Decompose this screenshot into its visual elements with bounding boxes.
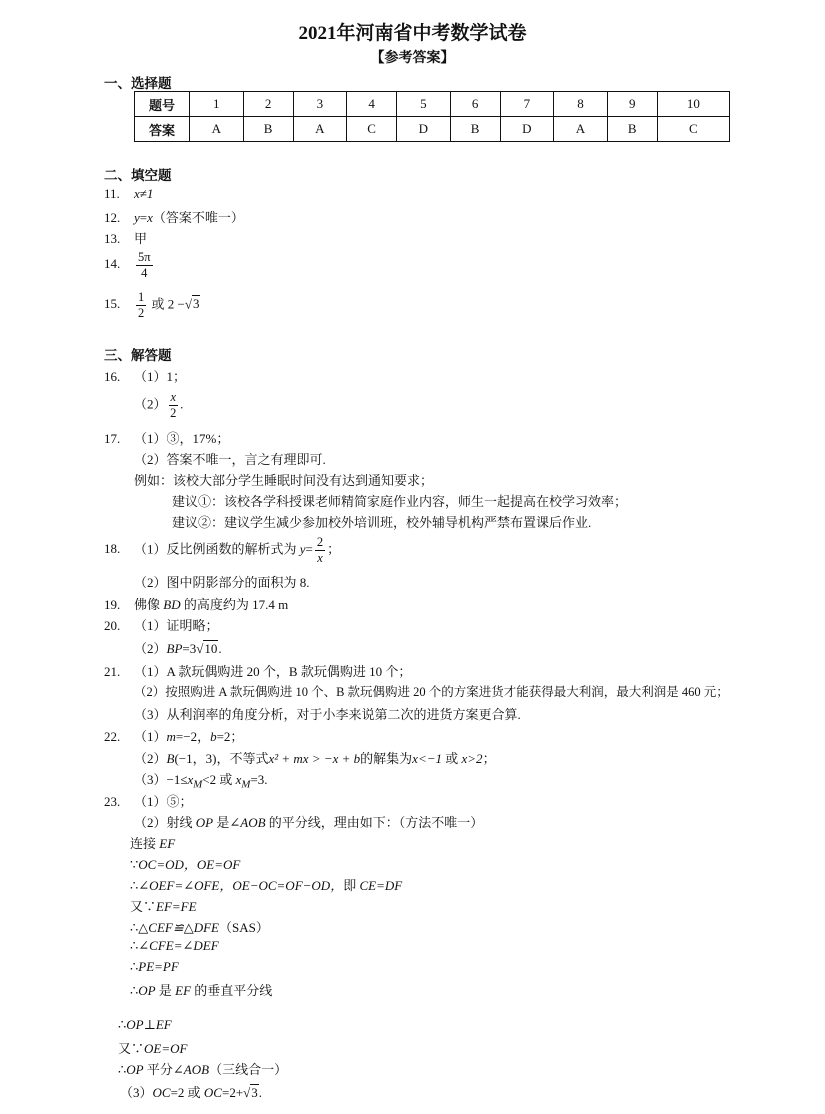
expr: EF=FE bbox=[156, 899, 197, 914]
text: （2）射线 bbox=[134, 815, 193, 830]
table-cell: B bbox=[607, 117, 657, 142]
inequality: x² + mx > −x + b bbox=[268, 751, 361, 766]
var-m: m bbox=[166, 729, 176, 744]
value: =−2， bbox=[175, 729, 211, 744]
question-number: 11. bbox=[104, 186, 120, 201]
table-cell: 5 bbox=[397, 92, 451, 117]
fraction bbox=[136, 250, 153, 281]
table-header-answer: 答案 bbox=[135, 117, 190, 142]
part-text: （1）③，17%； bbox=[134, 431, 230, 446]
var-x: x bbox=[235, 772, 242, 787]
answer-q17-suggestion2: 建议②：建议学生减少参加校外培训班，校外辅导机构严禁布置课后作业. bbox=[172, 515, 592, 530]
proof-line-8 bbox=[130, 980, 272, 999]
denominator: x bbox=[317, 551, 323, 565]
text: 或 bbox=[445, 751, 459, 766]
expr: OE=OF bbox=[144, 1041, 188, 1056]
question-number: 22. bbox=[104, 729, 121, 744]
part-text: （1）⑤； bbox=[134, 794, 193, 809]
solution: x>2 bbox=[461, 751, 483, 766]
text: 的平分线，理由如下：（方法不唯一） bbox=[268, 815, 484, 830]
var: EF bbox=[175, 983, 192, 998]
text: 的解集为 bbox=[360, 751, 413, 766]
numerator: 2 bbox=[316, 535, 324, 549]
question-number: 23. bbox=[104, 794, 121, 809]
numerator: 1 bbox=[138, 290, 145, 304]
answer-note: （答案不唯一） bbox=[152, 210, 244, 225]
table-cell: 9 bbox=[607, 92, 657, 117]
answer-mid: 或 2 − bbox=[151, 296, 185, 312]
question-number: 21. bbox=[104, 664, 121, 679]
var-x: x bbox=[187, 772, 194, 787]
table-cell: 7 bbox=[500, 92, 554, 117]
symbol: ∴∠ bbox=[130, 878, 150, 893]
symbol: ∵ bbox=[130, 857, 139, 872]
var-bp: BP bbox=[166, 641, 183, 656]
subscript: M bbox=[193, 778, 203, 791]
table-cell: 4 bbox=[347, 92, 397, 117]
expr: PE=PF bbox=[138, 959, 179, 974]
text: （三线合一） bbox=[209, 1062, 288, 1077]
sqrt-radicand: 3 bbox=[251, 1085, 258, 1100]
fraction bbox=[136, 290, 146, 321]
expr: OP⊥EF bbox=[126, 1017, 172, 1032]
answer-var: y bbox=[134, 210, 140, 225]
answer-q17-suggestion1: 建议①：该校各学科授课老师精简家庭作业内容，师生一起提高在校学习效率； bbox=[172, 494, 628, 509]
var-b: b bbox=[210, 729, 217, 744]
expr: OC=OD，OE=OF bbox=[138, 857, 241, 872]
eq: = bbox=[305, 541, 313, 557]
subscript: M bbox=[241, 778, 251, 791]
question-number: 14. bbox=[104, 256, 121, 272]
part-label: （2） bbox=[134, 396, 167, 412]
part-text: （1）A 款玩偶购进 20 个，B 款玩偶购进 10 个； bbox=[134, 664, 412, 679]
question-number: 19. bbox=[104, 597, 121, 612]
text: (−1，3)，不等式 bbox=[174, 751, 269, 766]
text: <2 或 bbox=[202, 772, 233, 787]
part-end: . bbox=[180, 396, 184, 412]
denominator: 2 bbox=[170, 406, 177, 420]
answer-q11 bbox=[104, 186, 153, 202]
symbol: ∴ bbox=[118, 1062, 127, 1077]
answer-q16-part1 bbox=[104, 366, 186, 385]
answer-text: x≠1 bbox=[134, 186, 154, 201]
table-cell: B bbox=[243, 117, 293, 142]
answer-q22-part2 bbox=[134, 748, 496, 767]
answer-q23-part2 bbox=[134, 812, 483, 831]
proof-line-5 bbox=[130, 917, 269, 936]
symbol: 又∵ bbox=[130, 899, 157, 914]
expr: OEF=∠OFE，OE−OC=OF−OD， bbox=[149, 878, 344, 893]
text: 平分∠ bbox=[146, 1062, 184, 1077]
sqrt-radicand: 10 bbox=[204, 641, 218, 656]
proof-line-7 bbox=[130, 959, 179, 975]
text: 是∠ bbox=[216, 815, 241, 830]
part-label: （2） bbox=[134, 751, 167, 766]
part-label: （3） bbox=[120, 1085, 153, 1100]
table-cell: 6 bbox=[450, 92, 500, 117]
text: 连接 bbox=[130, 836, 157, 851]
text: =2 或 bbox=[170, 1085, 201, 1100]
table-cell: C bbox=[347, 117, 397, 142]
section-heading-choice: 一、选择题 bbox=[104, 76, 172, 91]
var: OP bbox=[126, 1062, 144, 1077]
part-label: （2） bbox=[134, 641, 167, 656]
question-number: 18. bbox=[104, 541, 121, 557]
part-end: . bbox=[218, 641, 222, 656]
question-number: 20. bbox=[104, 618, 121, 633]
answer-q17-example: 例如：该校大部分学生睡眠时间没有达到通知要求； bbox=[134, 473, 434, 488]
text: =3. bbox=[250, 772, 268, 787]
proof-line-1 bbox=[130, 833, 175, 852]
value: =2； bbox=[216, 729, 244, 744]
text: 是 bbox=[158, 983, 172, 998]
var: AOB bbox=[183, 1062, 210, 1077]
fraction bbox=[169, 390, 179, 421]
text: ； bbox=[482, 751, 496, 766]
answer-row bbox=[135, 117, 730, 142]
table-cell: 8 bbox=[554, 92, 608, 117]
expr: CEF≌△DFE bbox=[148, 920, 219, 935]
proof-line-9 bbox=[118, 1017, 172, 1033]
answer-q18-part1 bbox=[104, 535, 340, 566]
answer-q16-part2 bbox=[134, 390, 183, 421]
text: . bbox=[258, 1085, 263, 1100]
answer-q17-part2: （2）答案不唯一，言之有理即可. bbox=[134, 452, 326, 467]
part-text: （1）反比例函数的解析式为 bbox=[134, 541, 297, 557]
answer-q23-part3: （3）OC=2 或 OC=2+√3. bbox=[120, 1085, 263, 1100]
proof-line-11 bbox=[118, 1059, 287, 1078]
table-cell: 1 bbox=[190, 92, 244, 117]
proof-line-3 bbox=[130, 875, 402, 894]
text-pre: 佛像 bbox=[134, 597, 161, 612]
proof-line-10 bbox=[118, 1038, 187, 1057]
eq: =3 bbox=[182, 641, 197, 656]
point-label: B bbox=[166, 751, 175, 766]
text-post: 的高度约为 17.4 m bbox=[183, 597, 289, 612]
numerator: 5π bbox=[138, 250, 151, 264]
answer-eq: = bbox=[139, 210, 148, 225]
text: 即 bbox=[343, 878, 357, 893]
proof-line-6 bbox=[130, 938, 219, 954]
part-text: （1）证明略； bbox=[134, 618, 219, 633]
answer-q18-part2: （2）图中阴影部分的面积为 8. bbox=[134, 575, 310, 590]
symbol: 又∵ bbox=[118, 1041, 145, 1056]
table-cell: D bbox=[500, 117, 554, 142]
proof-line-4 bbox=[130, 896, 197, 915]
table-cell: 3 bbox=[293, 92, 347, 117]
expr: CFE=∠DEF bbox=[149, 938, 219, 953]
symbol: ∴ bbox=[130, 983, 139, 998]
answer-q21-part3: （3）从利润率的角度分析，对于小李来说第二次的进货方案更合算. bbox=[134, 707, 521, 722]
symbol: ∴∠ bbox=[130, 938, 150, 953]
answer-q14 bbox=[104, 250, 155, 281]
symbol: ∴△ bbox=[130, 920, 149, 935]
table-cell: A bbox=[190, 117, 244, 142]
var: OC bbox=[203, 1085, 222, 1100]
part-label: （1） bbox=[134, 729, 167, 744]
text: =2+ bbox=[221, 1085, 244, 1100]
table-cell: C bbox=[657, 117, 729, 142]
answer-q21-part2: （2）按照购进 A 款玩偶购进 10 个、B 款玩偶购进 20 个的方案进货才能获得最大利润，最大利润是 460 元； bbox=[134, 685, 729, 699]
table-cell: 10 bbox=[657, 92, 729, 117]
page-title: 2021年河南省中考数学试卷 bbox=[298, 23, 527, 44]
answer-q22-part3 bbox=[134, 769, 268, 791]
numerator: x bbox=[170, 390, 177, 404]
proof-line-2 bbox=[130, 854, 240, 873]
question-number: 16. bbox=[104, 369, 121, 384]
answer-q23-part1 bbox=[104, 791, 193, 810]
symbol: ∴ bbox=[118, 1017, 127, 1032]
answer-text: 甲 bbox=[134, 231, 148, 246]
text: 的垂直平分线 bbox=[194, 983, 273, 998]
page-subtitle: 【参考答案】 bbox=[370, 51, 455, 66]
var: OC bbox=[152, 1085, 171, 1100]
answer-rhs: x bbox=[147, 210, 153, 225]
expr: CE=DF bbox=[359, 878, 403, 893]
question-number: 15. bbox=[104, 296, 121, 312]
answer-table bbox=[134, 91, 730, 142]
var: AOB bbox=[240, 815, 266, 830]
table-cell: B bbox=[450, 117, 500, 142]
question-number: 12. bbox=[104, 210, 121, 225]
symbol: ∴ bbox=[130, 959, 139, 974]
answer-q17-part1 bbox=[104, 428, 229, 447]
question-number-row bbox=[135, 92, 730, 117]
table-cell: A bbox=[554, 117, 608, 142]
question-number: 13. bbox=[104, 231, 121, 246]
denominator: 2 bbox=[138, 306, 145, 320]
table-header-question: 题号 bbox=[135, 92, 190, 117]
solution: x<−1 bbox=[412, 751, 442, 766]
answer-q20-part2: （2）BP=3√10. bbox=[134, 641, 222, 656]
answer-q22-part1 bbox=[104, 726, 243, 745]
text: −1≤ bbox=[166, 772, 188, 787]
var: EF bbox=[159, 836, 176, 851]
var: OP bbox=[195, 815, 214, 830]
answer-q20-part1 bbox=[104, 615, 219, 634]
question-number: 17. bbox=[104, 431, 121, 446]
table-cell: 2 bbox=[243, 92, 293, 117]
answer-q12 bbox=[104, 207, 244, 226]
part-label: （3） bbox=[134, 772, 167, 787]
part-end: ； bbox=[327, 541, 341, 557]
answer-q15: 15. $\frac{1}{2}$ 或 2 −√3 bbox=[104, 290, 200, 320]
section-heading-solve: 三、解答题 bbox=[104, 348, 172, 363]
var-bd: BD bbox=[163, 597, 181, 612]
text: （SAS） bbox=[219, 920, 269, 935]
sqrt-radicand: 3 bbox=[192, 296, 200, 312]
table-cell: A bbox=[293, 117, 347, 142]
answer-q19 bbox=[104, 594, 288, 613]
var: OP bbox=[138, 983, 156, 998]
section-heading-fill: 二、填空题 bbox=[104, 168, 172, 183]
var-y: y bbox=[299, 541, 306, 557]
answer-q13 bbox=[104, 228, 147, 247]
table-cell: D bbox=[397, 117, 451, 142]
part-text: （1）1； bbox=[134, 369, 187, 384]
fraction bbox=[315, 535, 325, 566]
answer-q21-part1 bbox=[104, 661, 411, 680]
denominator: 4 bbox=[141, 266, 148, 280]
